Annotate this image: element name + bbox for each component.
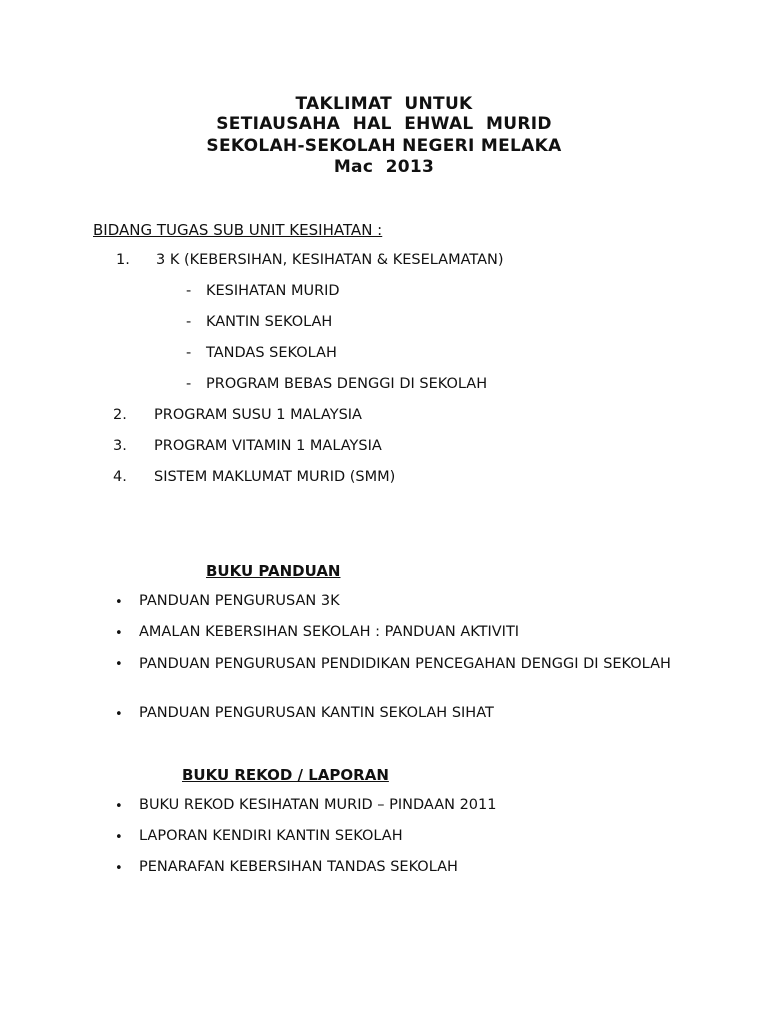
bullet-label: BUKU REKOD KESIHATAN MURID – PINDAAN 2011 bbox=[139, 797, 497, 813]
buku-rekod-heading: BUKU REKOD / LAPORAN bbox=[182, 766, 389, 784]
bidang-tugas-heading: BIDANG TUGAS SUB UNIT KESIHATAN : bbox=[93, 221, 383, 239]
title-line-1: TAKLIMAT UNTUK bbox=[295, 94, 473, 114]
bullet-label: PANDUAN PENGURUSAN 3K bbox=[139, 593, 340, 609]
title-line-3: SEKOLAH-SEKOLAH NEGERI MELAKA bbox=[206, 136, 562, 156]
bullet-icon: • bbox=[115, 595, 123, 610]
bullet-label: LAPORAN KENDIRI KANTIN SEKOLAH bbox=[139, 828, 403, 844]
dash-marker: - bbox=[186, 376, 192, 392]
item-number: 3. bbox=[113, 438, 127, 454]
bullet-icon: • bbox=[115, 707, 123, 722]
item-number: 2. bbox=[113, 407, 127, 423]
buku-panduan-heading: BUKU PANDUAN bbox=[206, 562, 341, 580]
item-label: PROGRAM SUSU 1 MALAYSIA bbox=[154, 407, 362, 423]
item-label: PROGRAM VITAMIN 1 MALAYSIA bbox=[154, 438, 382, 454]
item-number: 1. bbox=[116, 252, 130, 268]
title-line-2: SETIAUSAHA HAL EHWAL MURID bbox=[216, 114, 552, 134]
sub-item-label: KESIHATAN MURID bbox=[206, 283, 340, 299]
bullet-label: PANDUAN PENGURUSAN PENDIDIKAN PENCEGAHAN DENGGI DI SEKOLAH bbox=[139, 656, 671, 672]
bullet-label: AMALAN KEBERSIHAN SEKOLAH : PANDUAN AKTIVITI bbox=[139, 624, 520, 640]
bullet-icon: • bbox=[115, 799, 123, 814]
item-number: 4. bbox=[113, 469, 127, 485]
item-label: 3 K (KEBERSIHAN, KESIHATAN & KESELAMATAN) bbox=[156, 252, 504, 268]
bullet-icon: • bbox=[115, 657, 123, 672]
bullet-label: PANDUAN PENGURUSAN KANTIN SEKOLAH SIHAT bbox=[139, 705, 494, 721]
title-line-4: Mac 2013 bbox=[333, 157, 435, 177]
bullet-icon: • bbox=[115, 626, 123, 641]
bullet-label: PENARAFAN KEBERSIHAN TANDAS SEKOLAH bbox=[139, 859, 458, 875]
dash-marker: - bbox=[186, 345, 192, 361]
sub-item-label: TANDAS SEKOLAH bbox=[206, 345, 337, 361]
sub-item-label: PROGRAM BEBAS DENGGI DI SEKOLAH bbox=[206, 376, 488, 392]
dash-marker: - bbox=[186, 283, 192, 299]
item-label: SISTEM MAKLUMAT MURID (SMM) bbox=[154, 469, 396, 485]
sub-item-label: KANTIN SEKOLAH bbox=[206, 314, 333, 330]
bullet-icon: • bbox=[115, 861, 123, 876]
bullet-icon: • bbox=[115, 830, 123, 845]
dash-marker: - bbox=[186, 314, 192, 330]
